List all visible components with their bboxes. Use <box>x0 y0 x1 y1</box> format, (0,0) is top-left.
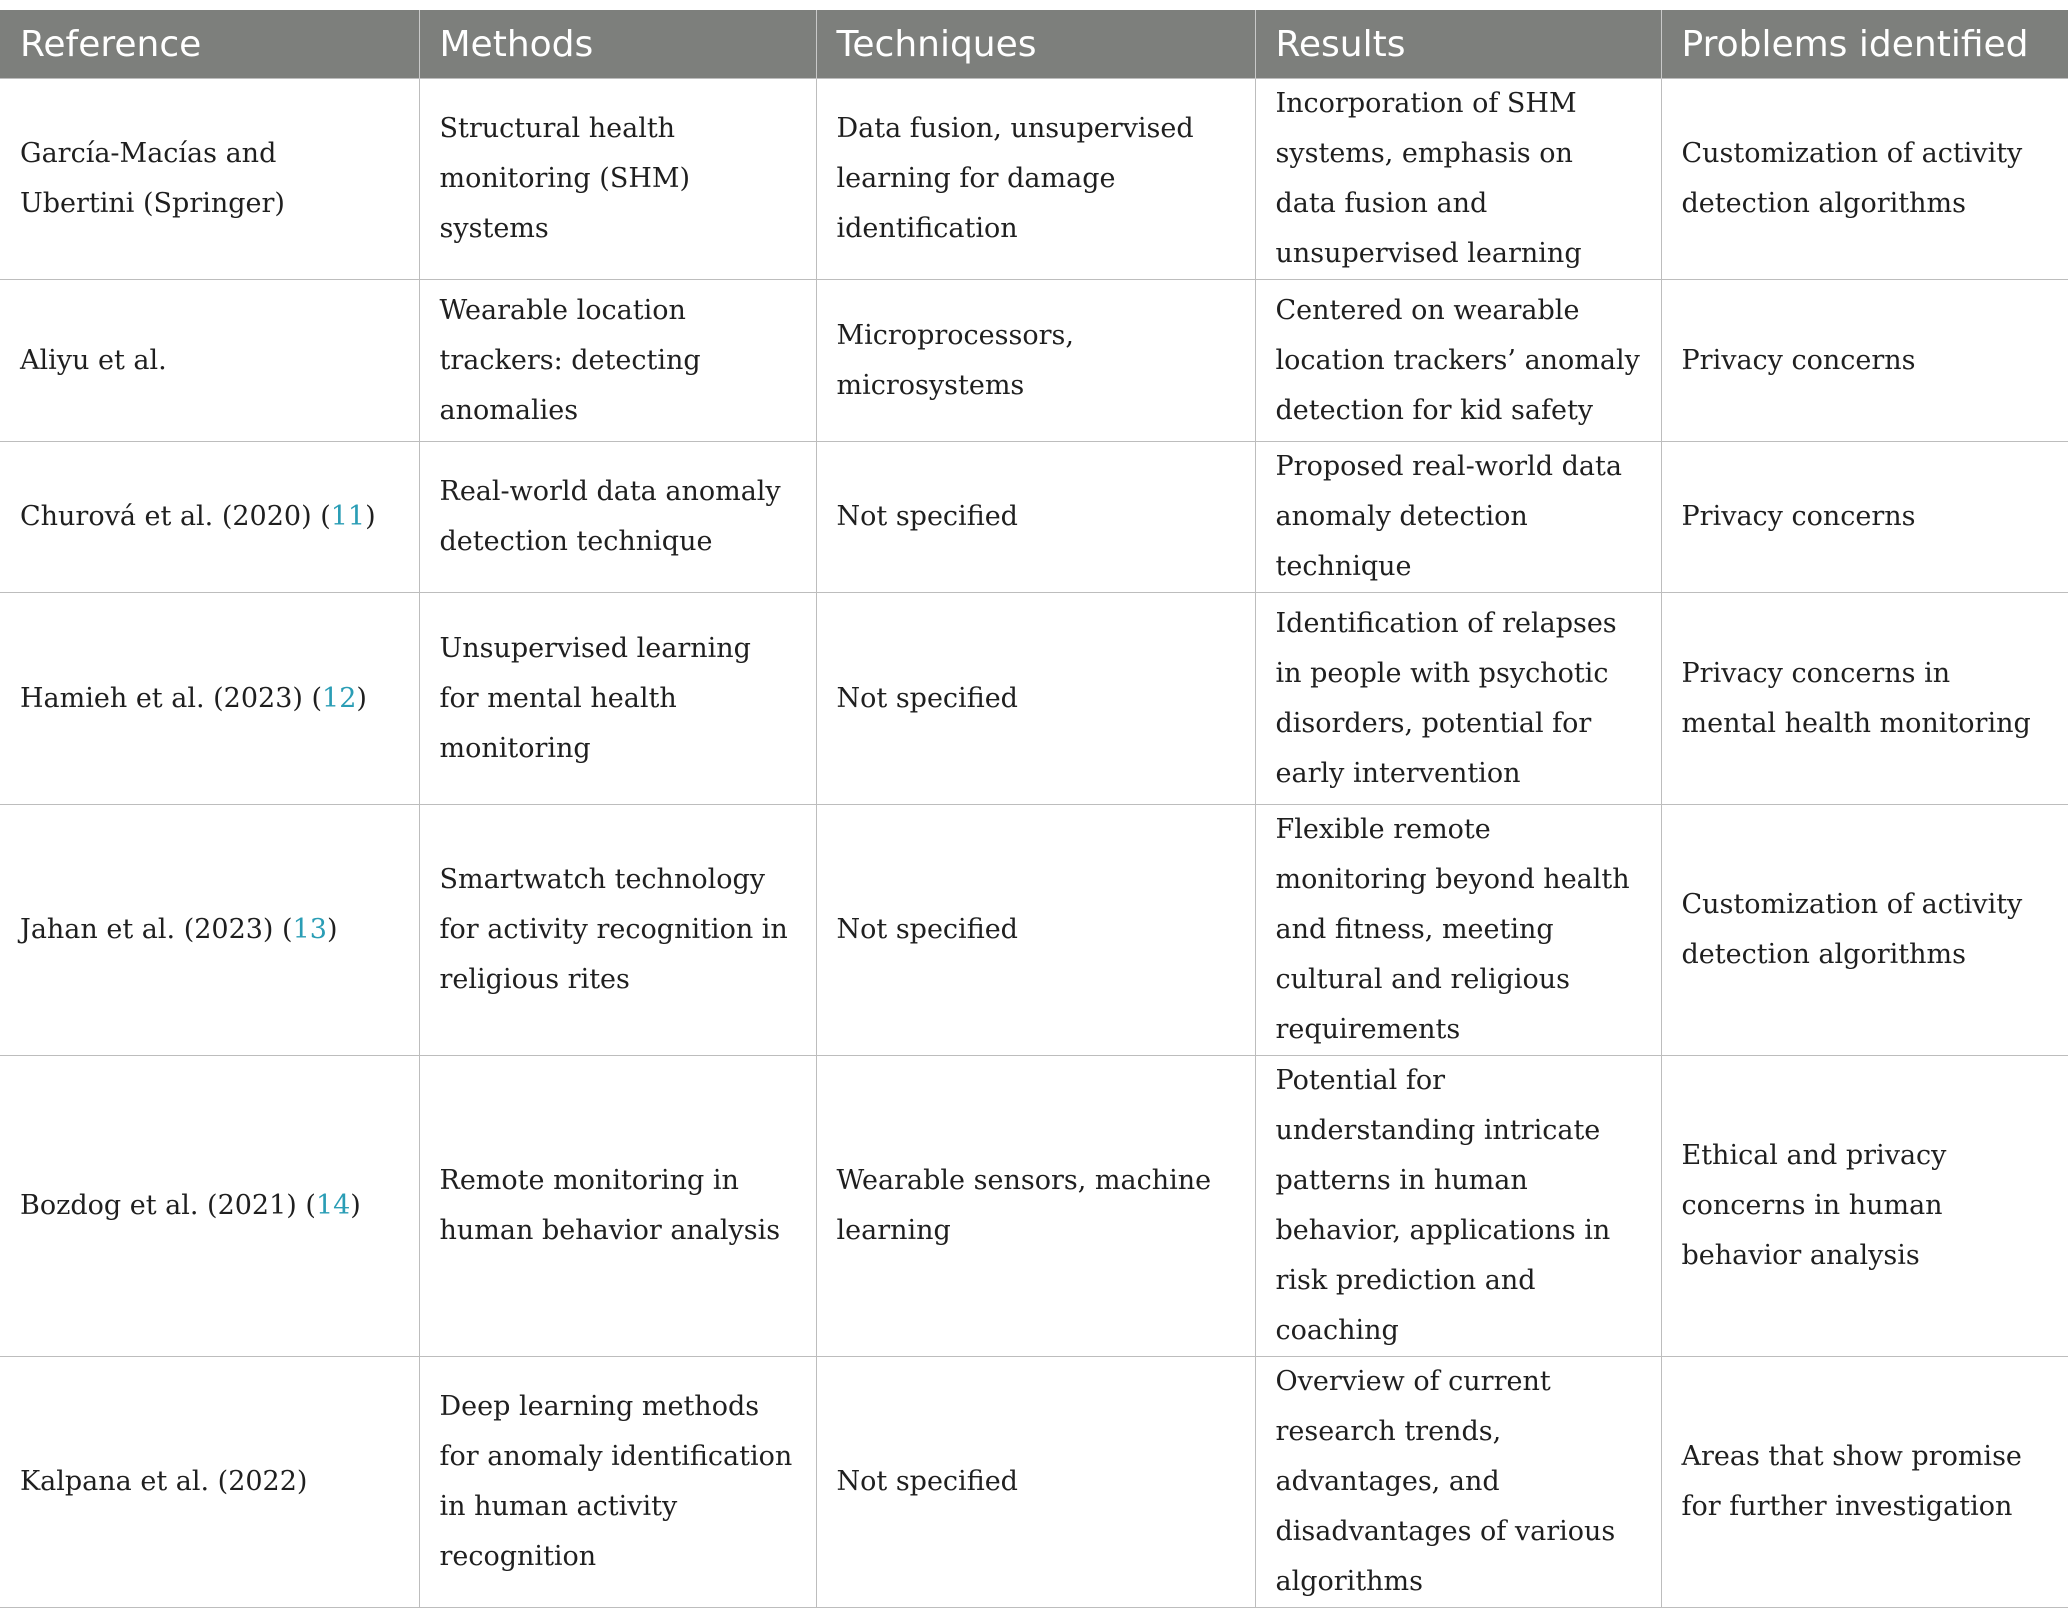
cell-problems: Privacy concerns in mental health monitoring <box>1661 593 2068 805</box>
cell-methods: Unsupervised learning for mental health monitoring <box>419 593 816 805</box>
cell-results: Proposed real-world data anomaly detection technique <box>1255 442 1661 593</box>
cell-methods: Remote monitoring in human behavior analysis <box>419 1056 816 1357</box>
table-body <box>0 79 2068 1608</box>
cell-problems: Privacy concerns <box>1661 280 2068 442</box>
cell-problems: Customization of activity detection algorithms <box>1661 805 2068 1056</box>
cell-methods: Structural health monitoring (SHM) systems <box>419 79 816 280</box>
cell-techniques: Not specified <box>816 805 1255 1056</box>
citation-link[interactable]: 13 <box>292 914 327 945</box>
cell-methods: Deep learning methods for anomaly identification in human activity recognition <box>419 1357 816 1608</box>
citation-link[interactable]: 11 <box>330 501 366 532</box>
reference-text-close: ) <box>356 682 367 714</box>
cell-methods: Wearable location trackers: detecting anomalies <box>419 280 816 442</box>
cell-reference: Kalpana et al. (2022) <box>0 1357 419 1608</box>
literature-review-table-container <box>0 10 2068 1608</box>
cell-reference <box>0 593 419 805</box>
column-header-results: Results <box>1255 10 1661 79</box>
cell-results: Identification of relapses in people with psychotic disorders, potential for early intervention <box>1255 593 1661 805</box>
header-row <box>0 10 2068 79</box>
cell-methods: Real-world data anomaly detection technique <box>419 442 816 593</box>
reference-text: Jahan et al. (2023) ( <box>20 914 293 945</box>
table-row <box>0 1357 2068 1608</box>
cell-results: Incorporation of SHM systems, emphasis on data fusion and unsupervised learning <box>1255 79 1661 280</box>
cell-reference <box>0 805 419 1056</box>
column-header-methods: Methods <box>419 10 816 79</box>
cell-reference: García-Macías and Ubertini (Springer) <box>0 79 419 280</box>
reference-text: Hamieh et al. (2023) ( <box>20 682 323 714</box>
table-row <box>0 805 2068 1056</box>
citation-link[interactable]: 12 <box>322 682 357 714</box>
table-row <box>0 280 2068 442</box>
column-header-reference: Reference <box>0 10 419 79</box>
cell-results: Overview of current research trends, advantages, and disadvantages of various algorithms <box>1255 1357 1661 1608</box>
cell-techniques: Data fusion, unsupervised learning for damage identification <box>816 79 1255 280</box>
reference-text: Bozdog et al. (2021) ( <box>20 1190 316 1221</box>
table-header <box>0 10 2068 79</box>
table-row <box>0 593 2068 805</box>
cell-methods: Smartwatch technology for activity recognition in religious rites <box>419 805 816 1056</box>
reference-text-close: ) <box>350 1190 361 1221</box>
reference-text-close: ) <box>326 914 338 945</box>
cell-results: Potential for understanding intricate patterns in human behavior, applications in risk prediction and coaching <box>1255 1056 1661 1357</box>
cell-techniques: Not specified <box>816 1357 1255 1608</box>
cell-reference: Aliyu et al. <box>0 280 419 442</box>
cell-techniques: Not specified <box>816 593 1255 805</box>
cell-techniques: Wearable sensors, machine learning <box>816 1056 1255 1357</box>
reference-text: Churová et al. (2020) ( <box>20 501 331 532</box>
cell-problems: Areas that show promise for further investigation <box>1661 1357 2068 1608</box>
cell-techniques: Microprocessors, microsystems <box>816 280 1255 442</box>
column-header-problems: Problems identified <box>1661 10 2068 79</box>
table-row <box>0 1056 2068 1357</box>
reference-text-close: ) <box>365 501 376 532</box>
cell-problems: Privacy concerns <box>1661 442 2068 593</box>
cell-results: Centered on wearable location trackers’ anomaly detection for kid safety <box>1255 280 1661 442</box>
cell-techniques: Not specified <box>816 442 1255 593</box>
cell-problems: Ethical and privacy concerns in human behavior analysis <box>1661 1056 2068 1357</box>
table-row <box>0 79 2068 280</box>
literature-review-table <box>0 10 2068 1608</box>
cell-results: Flexible remote monitoring beyond health and fitness, meeting cultural and religious requirements <box>1255 805 1661 1056</box>
table-row <box>0 442 2068 593</box>
cell-problems: Customization of activity detection algorithms <box>1661 79 2068 280</box>
cell-reference <box>0 1056 419 1357</box>
column-header-techniques: Techniques <box>816 10 1255 79</box>
cell-reference <box>0 442 419 593</box>
citation-link[interactable]: 14 <box>315 1190 351 1221</box>
